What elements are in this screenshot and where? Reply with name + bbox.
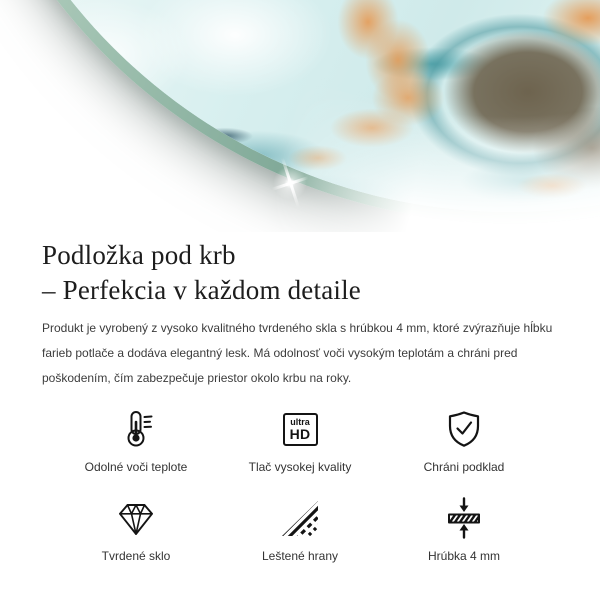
polished-edge-icon	[278, 496, 322, 540]
page-title-line2: – Perfekcia v každom detaile	[42, 275, 361, 305]
feature-grid	[54, 407, 546, 563]
feature-tempered-glass	[54, 496, 218, 563]
product-description: Produkt je vyrobený z vysoko kvalitného tvrdeného skla s hrúbkou 4 mm, ktoré zvýrazňuje hĺbku farieb potlače a dodáva elegantný lesk. Má odolnosť voči vysokým teplotám a chráni pred poškodením, čím zabezpečuje priestor okolo krbu na roky.	[42, 321, 553, 385]
feature-polished-edges	[218, 496, 382, 563]
shield-check-icon	[442, 407, 486, 451]
ultra-hd-icon: ultra HD	[278, 407, 322, 451]
feature-label: Odolné voči teplote	[84, 460, 188, 474]
page-title	[42, 238, 558, 308]
thickness-icon	[442, 496, 486, 540]
feature-thickness	[382, 496, 546, 563]
hero-image	[0, 0, 600, 232]
feature-label: Chráni podklad	[423, 460, 505, 474]
feature-protects-surface	[382, 407, 546, 474]
thermometer-icon	[114, 407, 158, 451]
feature-label: Tvrdené sklo	[101, 549, 171, 563]
product-info-section	[0, 238, 600, 563]
feature-heat-resistant	[54, 407, 218, 474]
feature-print-quality	[218, 407, 382, 474]
feature-label: Tlač vysokej kvality	[248, 460, 352, 474]
feature-label: Hrúbka 4 mm	[427, 549, 501, 563]
page-title-line1: Podložka pod krb	[42, 240, 236, 270]
feature-label: Leštené hrany	[261, 549, 339, 563]
diamond-icon	[114, 496, 158, 540]
